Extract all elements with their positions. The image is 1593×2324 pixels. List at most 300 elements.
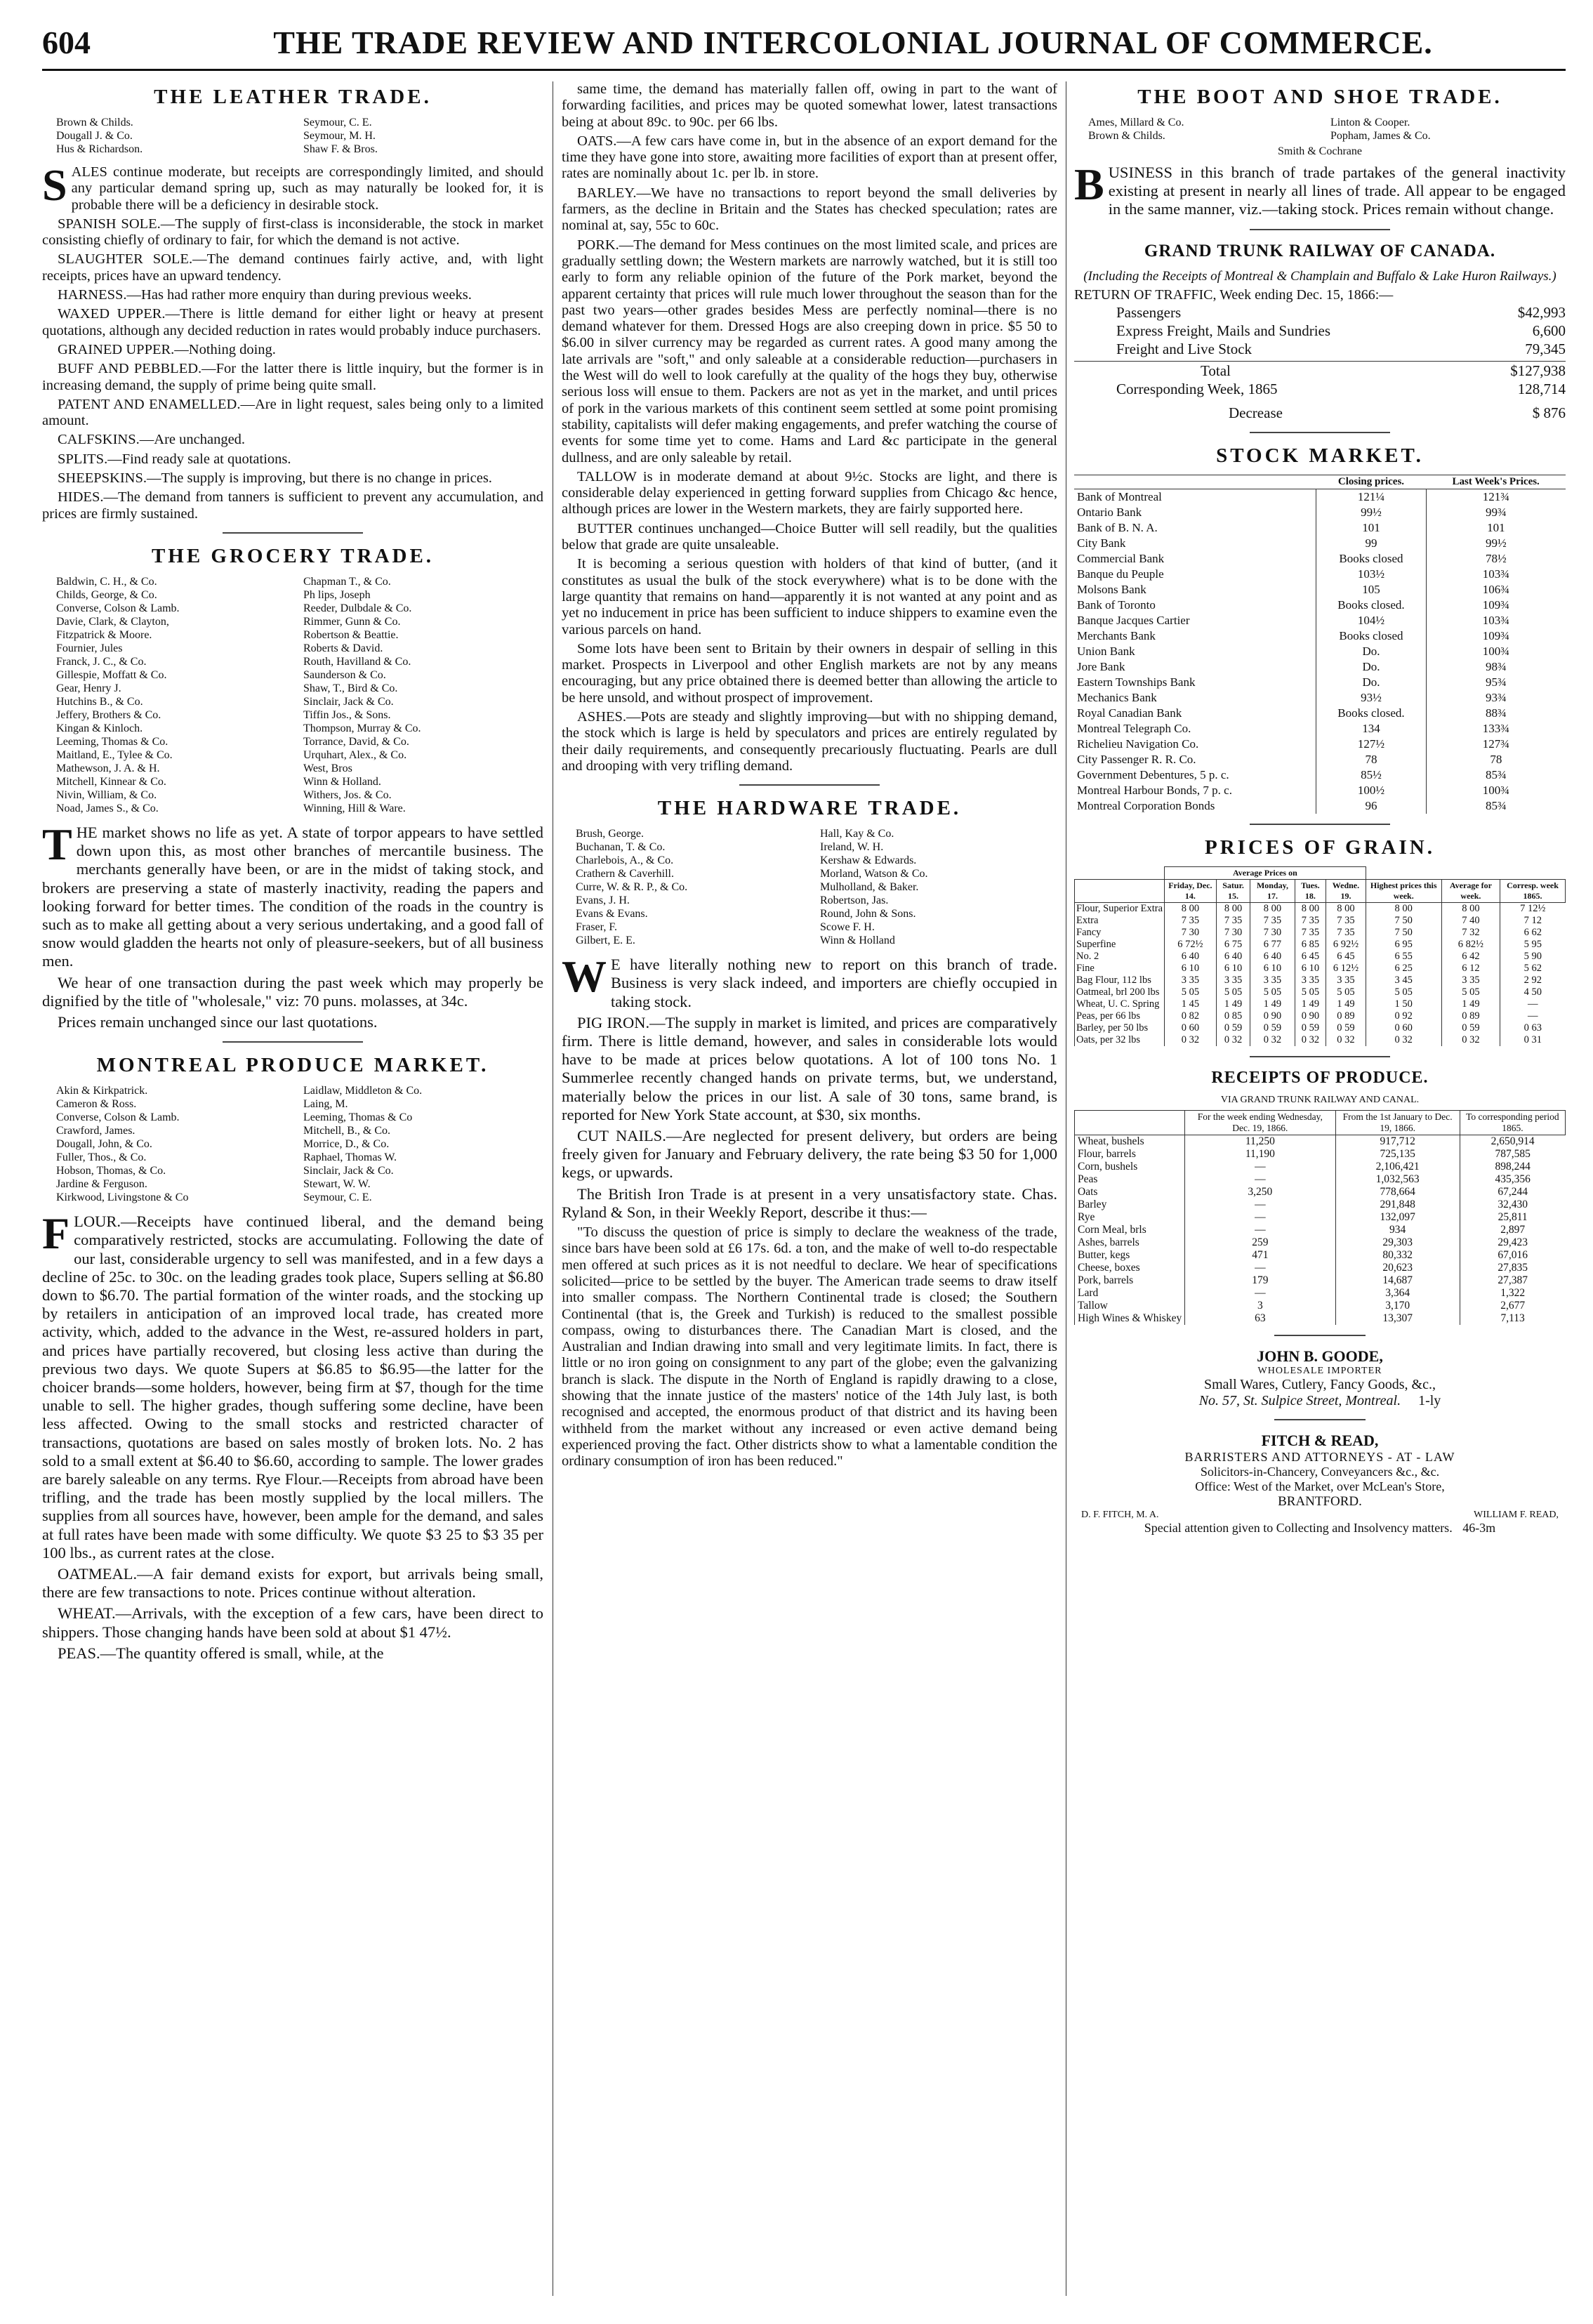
table-cell: 1 45 [1165, 998, 1217, 1010]
gtr-line-value: $42,993 [1517, 303, 1566, 321]
table-cell: 6 85 [1295, 939, 1326, 951]
firm-name: Dougall J. & Co. [56, 130, 133, 142]
row-label: Molsons Bank [1077, 582, 1146, 596]
table-cell: 27,835 [1460, 1262, 1565, 1274]
table-cell: 0 85 [1216, 1010, 1250, 1022]
article-paragraph: PEAS.—The quantity offered is small, while, at the [58, 1644, 384, 1662]
table-row [1074, 644, 1566, 659]
table-row [1075, 902, 1566, 915]
column-header [1075, 879, 1165, 902]
receipts-subtitle: VIA GRAND TRUNK RAILWAY AND CANAL. [1220, 1094, 1420, 1105]
table-row [1075, 1199, 1566, 1211]
article-paragraph: PIG IRON.—The supply in market is limited, and prices are comparatively firm. There is little demand, however, and sales in considerable lots would have to be made at prices below quotations. A lot of 100 tons No. 1 Summerlee recently changed hands on private terms, but, we understand, materially below the prices in our list. A sale of 30 tons, same brand, is reported for New York State account, at $30, six months. [562, 1013, 1057, 1123]
firm-list-right [303, 1084, 529, 1204]
advert-partner: WILLIAM F. READ, [1474, 1509, 1559, 1520]
gtr-line [1116, 303, 1566, 322]
table-cell: 7 30 [1250, 927, 1295, 939]
article-paragraph: Some lots have been sent to Britain by their owners in despair of selling in this market. Prospects in Liverpool and other English markets are not by any means encouraging, but any price obtained there is deemed better than allowing the article to be here unsold, and without prospect of improvement. [562, 640, 1057, 706]
advert-fitch-read [1074, 1432, 1566, 1536]
article-paragraph: GRAINED UPPER.—Nothing doing. [58, 341, 276, 357]
firm-list [56, 1084, 529, 1204]
article-paragraph: OATS.—A few cars have come in, but in the absence of an export demand for the time they have gone into store, awaiting more facilities of export than at present offer, rates are nominally about 1c. per lb. in store. [562, 133, 1057, 182]
column-right [1074, 81, 1566, 2296]
row-label: Corn, bushels [1075, 1161, 1185, 1173]
table-cell: 1 49 [1326, 998, 1366, 1010]
grand-trunk-section [1074, 242, 1566, 422]
table-cell: 103¾ [1426, 613, 1566, 628]
row-label: City Bank [1077, 536, 1126, 550]
gtr-return-line: RETURN OF TRAFFIC, Week ending Dec. 15, 1866:— [1074, 286, 1394, 303]
article-paragraph: WHEAT.—Arrivals, with the exception of a few cars, have been direct to shippers. Those changing hands have been sold at about $1 47½. [42, 1604, 543, 1641]
table-cell: 109¾ [1426, 597, 1566, 613]
firm-name: Baldwin, C. H., & Co. [56, 575, 157, 588]
table-cell: 132,097 [1335, 1211, 1460, 1224]
column-header: For the week ending Wednesday, Dec. 19, 1866. [1185, 1110, 1335, 1135]
table-cell: 67,244 [1460, 1186, 1565, 1199]
column-header: From the 1st January to Dec. 19, 1866. [1335, 1110, 1460, 1135]
row-label: Peas, per 66 lbs [1075, 1010, 1165, 1022]
gtr-corresponding [1074, 380, 1566, 398]
section-title: PRICES OF GRAIN. [1205, 836, 1435, 859]
firm-name: Fitzpatrick & Moore. [56, 628, 152, 641]
table-cell: 0 89 [1441, 1010, 1500, 1022]
firm-name: Hus & Richardson. [56, 143, 143, 155]
table-row [1075, 1287, 1566, 1300]
firm-list [576, 827, 1043, 947]
firm-name: Hall, Kay & Co. [820, 828, 894, 840]
firm-name: Brown & Childs. [1088, 130, 1165, 142]
gtr-total-value: $127,938 [1510, 362, 1566, 379]
column-header: Average for week. [1441, 879, 1500, 902]
row-label: High Wines & Whiskey [1075, 1312, 1185, 1325]
table-cell: 0 32 [1441, 1034, 1500, 1046]
row-label: Oats, per 32 lbs [1075, 1034, 1165, 1046]
article-paragraph: SALES continue moderate, but receipts are correspondingly limited, and should any particular demand spring up, such as may naturally be looked for, it is probable there will be a deficiency in desirable stock. [42, 160, 543, 213]
paragraph-text: USINESS in this branch of trade partakes of the general inactivity existing at present in nearly all lines of trade. All appear to be engaged in the same manner, viz.—taking stock. Prices remain without change. [1108, 164, 1566, 218]
firm-name: Scowe F. H. [820, 921, 875, 934]
table-cell: 471 [1185, 1249, 1335, 1262]
row-label: Banque du Peuple [1077, 567, 1164, 581]
page-header [42, 20, 1566, 71]
firm-name: Dougall, John, & Co. [56, 1138, 152, 1151]
firm-list-left [1088, 116, 1309, 143]
row-label: Montreal Telegraph Co. [1077, 721, 1191, 735]
table-row [1075, 1236, 1566, 1249]
article-paragraph: same time, the demand has materially fallen off, owing in part to the want of forwarding facilities, and prices may be quoted somewhat lower, latest transactions being at about 89c. to 90c. per 66 lbs. [562, 81, 1057, 130]
table-cell: 2 92 [1500, 975, 1566, 986]
row-label: Barley, per 50 lbs [1075, 1022, 1165, 1034]
produce-market-section [42, 1054, 543, 1663]
table-cell: 7 12½ [1500, 902, 1566, 915]
advert-name: JOHN B. GOODE, [1257, 1347, 1383, 1365]
row-label: Eastern Townships Bank [1077, 675, 1196, 689]
table-cell: 0 59 [1250, 1022, 1295, 1034]
table-cell: 5 95 [1500, 939, 1566, 951]
table-cell: 101 [1316, 520, 1427, 536]
table-cell: 67,016 [1460, 1249, 1565, 1262]
table-cell: Books closed [1316, 551, 1427, 567]
table-cell: Do. [1316, 675, 1427, 690]
advert-line [1074, 1521, 1566, 1536]
article-paragraph: CUT NAILS.—Are neglected for present delivery, but orders are being freely given for January and February delivery, the rate being $3 50 for 1,000 kegs, or upwards. [562, 1127, 1057, 1182]
table-cell: 1 49 [1295, 998, 1326, 1010]
firm-name: Tiffin Jos., & Sons. [303, 708, 391, 721]
table-cell: 3 35 [1250, 975, 1295, 986]
table-cell: 105 [1316, 582, 1427, 597]
section-separator [739, 784, 880, 786]
section-separator [1250, 1056, 1390, 1057]
table-cell: 0 82 [1165, 1010, 1217, 1022]
table-cell: 6 55 [1366, 951, 1441, 963]
table-cell: 3 35 [1165, 975, 1217, 986]
table-row [1074, 489, 1566, 505]
table-cell: 8 00 [1295, 902, 1326, 915]
table-row [1075, 1186, 1566, 1199]
table-cell: 0 32 [1165, 1034, 1217, 1046]
firm-name: Laidlaw, Middleton & Co. [303, 1085, 423, 1097]
table-cell: 5 05 [1441, 986, 1500, 998]
table-cell: 3,364 [1335, 1287, 1460, 1300]
firm-name: Saunderson & Co. [303, 668, 386, 681]
firm-name: Hutchins B., & Co. [56, 695, 143, 708]
section-separator [1274, 1419, 1366, 1420]
table-cell: 6 12½ [1326, 963, 1366, 975]
row-label: Union Bank [1077, 644, 1135, 658]
table-row [1075, 1148, 1566, 1161]
row-label: Montreal Harbour Bonds, 7 p. c. [1077, 783, 1232, 797]
journal-title: THE TRADE REVIEW AND INTERCOLONIAL JOURNAL OF COMMERCE. [273, 25, 1433, 60]
gtr-subtitle: (Including the Receipts of Montreal & Champlain and Buffalo & Lake Huron Railways.) [1083, 268, 1556, 284]
advert-line: Office: West of the Market, over McLean's Store, [1195, 1479, 1445, 1493]
table-cell: 78 [1316, 752, 1427, 767]
article-paragraph: PORK.—The demand for Mess continues on the most limited scale, and prices are gradually settling down; the Western markets are narrowly watched, but it is still too early to form any reliable opinion of the future of the Pork market, beyond the apparent certainty that prices will rule much lower throughout the season than for the past two years—other grades besides Mess are perfectly nominal—there is no demand whatever for them. Dressed Hogs are also creeping down in price. $5 50 to $6.00 in silver currency may be regarded as current rates. A good many among the late arrivals are "soft," and only saleable at a considerable reduction—purchasers in the West will do well to look carefully at the quality of the hogs they buy, otherwise serious loss will ensue to them. Packers are not as yet in the market, and until prices of pork in the various markets of this continent seem settled at some point promising stability, capitalists will defer making engagements, and prefer watching the course of events for some time yet to come. Hams and Lard &c participate in the general dullness, and are only saleable by retail. [562, 237, 1057, 466]
table-cell: 95¾ [1426, 675, 1566, 690]
firm-name: Fournier, Jules [56, 642, 123, 654]
table-cell: 6 40 [1165, 951, 1217, 963]
table-cell: Do. [1316, 644, 1427, 659]
table-cell: 6 82½ [1441, 939, 1500, 951]
row-label: Fancy [1075, 927, 1165, 939]
column-header [1074, 475, 1316, 489]
table-cell: 8 00 [1216, 902, 1250, 915]
article-paragraph: TALLOW is in moderate demand at about 9½c. Stocks are light, and there is considerable delay experienced in getting forward supplies from Chicago &c hence, although prices are lower in the Western markets, they are fairly supported here. [562, 468, 1057, 517]
table-cell: 3 [1185, 1300, 1335, 1312]
advert-line-text: Special attention given to Collecting and Insolvency matters. [1144, 1520, 1453, 1535]
firm-list-left [56, 1084, 282, 1204]
table-cell: 7 35 [1295, 927, 1326, 939]
article-body [42, 160, 543, 522]
firm-name: Akin & Kirkpatrick. [56, 1085, 148, 1097]
table-cell: 6 77 [1250, 939, 1295, 951]
table-cell: 96 [1316, 798, 1427, 814]
firm-name: Winning, Hill & Ware. [303, 802, 406, 814]
firm-name: Chapman T., & Co. [303, 575, 391, 588]
firm-name: Gilbert, E. E. [576, 935, 635, 947]
table-cell: 179 [1185, 1274, 1335, 1287]
firm-name: Gillespie, Moffatt & Co. [56, 668, 167, 681]
table-cell: 103½ [1316, 567, 1427, 582]
firm-list-right [820, 827, 1043, 947]
gtr-total [1074, 361, 1566, 380]
table-cell: 85½ [1316, 767, 1427, 783]
table-cell: 7 50 [1366, 915, 1441, 927]
table-cell: 133¾ [1426, 721, 1566, 737]
table-row [1075, 1135, 1566, 1148]
table-cell: 7 30 [1165, 927, 1217, 939]
table-body [1074, 489, 1566, 814]
table-header-row [1074, 475, 1566, 489]
section-title: THE LEATHER TRADE. [154, 86, 432, 108]
column-header: Tues. 18. [1295, 879, 1326, 902]
firm-list-center: Smith & Cochrane [1278, 145, 1362, 157]
table-cell: 898,244 [1460, 1161, 1565, 1173]
table-cell: — [1185, 1199, 1335, 1211]
table-cell: 7 35 [1165, 915, 1217, 927]
article-body [42, 819, 543, 1031]
section-separator [1250, 432, 1390, 433]
gtr-corr-value: 128,714 [1517, 380, 1566, 397]
firm-name: Robertson & Beattie. [303, 628, 399, 641]
table-cell: 6 10 [1165, 963, 1217, 975]
table-row [1074, 752, 1566, 767]
table-cell: 6 72½ [1165, 939, 1217, 951]
table-cell: 6 45 [1295, 951, 1326, 963]
table-cell: — [1185, 1211, 1335, 1224]
boot-shoe-section [1074, 86, 1566, 219]
table-row [1074, 567, 1566, 582]
article-body [562, 81, 1057, 774]
advert-address-text: No. 57, St. Sulpice Street, Montreal. [1198, 1392, 1401, 1408]
table-cell: 106¾ [1426, 582, 1566, 597]
firm-name: Converse, Colson & Lamb. [56, 1111, 180, 1124]
table-cell: 104½ [1316, 613, 1427, 628]
table-header-row [1075, 1110, 1566, 1135]
table-cell: 99 [1316, 536, 1427, 551]
page-number: 604 [42, 25, 91, 60]
advert-goode [1074, 1347, 1566, 1409]
table-cell: 725,135 [1335, 1148, 1460, 1161]
article-body [562, 951, 1057, 1470]
article-paragraph: BARLEY.—We have no transactions to report beyond the small deliveries by farmers, as the decline in Britain and the States has checked speculation; rates are nominal at, say, 55c to 60c. [562, 185, 1057, 234]
row-label: City Passenger R. R. Co. [1077, 752, 1196, 766]
section-title: THE BOOT AND SHOE TRADE. [1137, 86, 1502, 108]
gtr-line [1116, 340, 1566, 358]
grain-prices-section [1074, 836, 1566, 1046]
table-cell: 917,712 [1335, 1135, 1460, 1148]
article-body [42, 1208, 543, 1663]
gtr-corr-label: Corresponding Week, 1865 [1116, 380, 1278, 397]
table-row [1075, 951, 1566, 963]
firm-name: Charlebois, A., & Co. [576, 854, 674, 867]
table-row [1075, 963, 1566, 975]
firm-list [1088, 116, 1552, 143]
section-title: STOCK MARKET. [1216, 444, 1424, 467]
table-cell: 13,307 [1335, 1312, 1460, 1325]
table-cell: 6 25 [1366, 963, 1441, 975]
table-cell: 7 35 [1250, 915, 1295, 927]
table-cell: 121¾ [1426, 489, 1566, 505]
gtr-total-label: Total [1201, 362, 1231, 379]
firm-name: Mulholland, & Baker. [820, 881, 919, 894]
row-label: Richelieu Navigation Co. [1077, 737, 1199, 751]
hardware-trade-section [562, 797, 1057, 1470]
stock-table [1074, 475, 1566, 814]
article-paragraph [1074, 159, 1566, 219]
firm-name: West, Bros [303, 762, 352, 774]
firm-list-right [303, 575, 529, 815]
table-row [1075, 1262, 1566, 1274]
table-cell: — [1185, 1224, 1335, 1236]
table-cell: — [1185, 1173, 1335, 1186]
table-cell: 78 [1426, 752, 1566, 767]
table-cell: 6 45 [1326, 951, 1366, 963]
section-title: GRAND TRUNK RAILWAY OF CANADA. [1144, 241, 1496, 260]
table-cell: 5 05 [1366, 986, 1441, 998]
table-row [1074, 737, 1566, 752]
table-cell: 0 32 [1216, 1034, 1250, 1046]
advert-partners [1074, 1510, 1566, 1521]
table-cell: 8 00 [1441, 902, 1500, 915]
firm-name: Gear, Henry J. [56, 682, 121, 694]
firm-name: Seymour, C. E. [303, 117, 372, 128]
table-cell: Books closed [1316, 628, 1427, 644]
gtr-decrease-value: $ 876 [1532, 404, 1566, 421]
gtr-line-value: 79,345 [1525, 340, 1566, 357]
section-title: MONTREAL PRODUCE MARKET. [96, 1054, 489, 1077]
table-row [1074, 536, 1566, 551]
firm-name: Kingan & Kinloch. [56, 722, 143, 734]
table-cell: — [1185, 1161, 1335, 1173]
section-separator [1274, 1335, 1366, 1336]
table-cell: 8 00 [1326, 902, 1366, 915]
table-row [1074, 659, 1566, 675]
table-cell: Books closed. [1316, 597, 1427, 613]
row-label: Butter, kegs [1075, 1249, 1185, 1262]
table-cell: 121¼ [1316, 489, 1427, 505]
row-label: Lard [1075, 1287, 1185, 1300]
table-cell: 0 90 [1250, 1010, 1295, 1022]
table-cell: 29,303 [1335, 1236, 1460, 1249]
table-cell: 93½ [1316, 690, 1427, 706]
table-cell: 3 35 [1441, 975, 1500, 986]
firm-name: Converse, Colson & Lamb. [56, 602, 180, 614]
table-cell: 27,387 [1460, 1274, 1565, 1287]
article-paragraph: HARNESS.—Has had rather more enquiry than during previous weeks. [58, 287, 472, 303]
firm-name: Morrice, D., & Co. [303, 1138, 390, 1151]
table-body [1075, 902, 1566, 1046]
firm-list-left [56, 116, 282, 156]
table-header-row [1075, 879, 1566, 902]
firm-name: Crathern & Caverhill. [576, 868, 674, 880]
row-label: Merchants Bank [1077, 628, 1156, 642]
firm-name: Maitland, E., Tylee & Co. [56, 748, 173, 761]
table-cell: — [1185, 1287, 1335, 1300]
table-cell: 6 12 [1441, 963, 1500, 975]
table-cell: 1 50 [1366, 998, 1441, 1010]
table-cell: 7 40 [1441, 915, 1500, 927]
table-cell: 0 59 [1295, 1022, 1326, 1034]
row-label: Montreal Corporation Bonds [1077, 798, 1215, 812]
article-paragraph: SPANISH SOLE.—The supply of first-class is inconsiderable, the stock in market consisting chiefly of ordinary to fair, for which the demand is not active. [42, 216, 543, 249]
table-cell: 78½ [1426, 551, 1566, 567]
gtr-line-label: Freight and Live Stock [1116, 340, 1252, 357]
row-label: Corn Meal, brls [1075, 1224, 1185, 1236]
firm-name: Robertson, Jas. [820, 894, 889, 907]
firm-name: Kershaw & Edwards. [820, 854, 917, 867]
table-cell: 0 89 [1326, 1010, 1366, 1022]
advert-line: Small Wares, Cutlery, Fancy Goods, &c., [1203, 1376, 1436, 1392]
article-paragraph: HIDES.—The demand from tanners is sufficient to prevent any accumulation, and prices are firmly sustained. [42, 489, 543, 522]
table-row [1075, 986, 1566, 998]
column-left [42, 81, 543, 2296]
firm-name: Stewart, W. W. [303, 1178, 371, 1191]
row-label: Ontario Bank [1077, 505, 1142, 519]
section-title: THE HARDWARE TRADE. [657, 797, 962, 820]
table-row [1075, 998, 1566, 1010]
table-row [1074, 628, 1566, 644]
firm-name: Crawford, James. [56, 1125, 135, 1137]
table-cell: 6 10 [1250, 963, 1295, 975]
firm-name: Fuller, Thos., & Co. [56, 1151, 147, 1164]
table-cell: 127½ [1316, 737, 1427, 752]
table-cell: 0 32 [1366, 1034, 1441, 1046]
firm-name: Shaw F. & Bros. [303, 143, 378, 155]
row-label: Royal Canadian Bank [1077, 706, 1182, 720]
table-cell: — [1185, 1262, 1335, 1274]
table-body [1075, 1135, 1566, 1325]
table-cell: 6 40 [1250, 951, 1295, 963]
table-cell: 0 59 [1326, 1022, 1366, 1034]
table-cell: 259 [1185, 1236, 1335, 1249]
table-row [1075, 1034, 1566, 1046]
table-cell: 1 49 [1216, 998, 1250, 1010]
column-header: Satur. 15. [1216, 879, 1250, 902]
table-cell: Do. [1316, 659, 1427, 675]
table-cell: 5 05 [1250, 986, 1295, 998]
firm-name: Urquhart, Alex., & Co. [303, 748, 407, 761]
table-cell: 127¾ [1426, 737, 1566, 752]
table-cell: 3 35 [1295, 975, 1326, 986]
drop-cap: S [42, 160, 67, 210]
firm-name: Cameron & Ross. [56, 1098, 137, 1111]
table-cell: 80,332 [1335, 1249, 1460, 1262]
table-cell: 2,677 [1460, 1300, 1565, 1312]
firm-name: Brown & Childs. [56, 117, 133, 128]
firm-list-right [1330, 116, 1552, 143]
firm-name: Leeming, Thomas & Co [303, 1111, 413, 1124]
table-cell: 5 05 [1295, 986, 1326, 998]
table-cell: 1 49 [1441, 998, 1500, 1010]
table-row [1075, 1161, 1566, 1173]
gtr-line-label: Passengers [1116, 303, 1182, 321]
table-cell: 8 00 [1165, 902, 1217, 915]
column-header: Last Week's Prices. [1426, 475, 1566, 489]
table-cell: 29,423 [1460, 1236, 1565, 1249]
firm-list-left [56, 575, 282, 815]
firm-name: Roberts & David. [303, 642, 383, 654]
firm-name: Evans, J. H. [576, 894, 630, 907]
firm-name: Brush, George. [576, 828, 645, 840]
section-separator [1250, 824, 1390, 825]
table-row [1075, 1211, 1566, 1224]
row-label: Oats [1075, 1186, 1185, 1199]
table-row [1074, 505, 1566, 520]
article-paragraph: W E have literally nothing new to report on this branch of trade. Business is very slack indeed, and importers are chiefly occupied in taking stock. [562, 951, 1057, 1010]
row-label: Banque Jacques Cartier [1077, 613, 1190, 627]
advert-tag: 1-ly [1418, 1392, 1441, 1408]
firm-name: Raphael, Thomas W. [303, 1151, 397, 1164]
table-cell: 0 32 [1326, 1034, 1366, 1046]
